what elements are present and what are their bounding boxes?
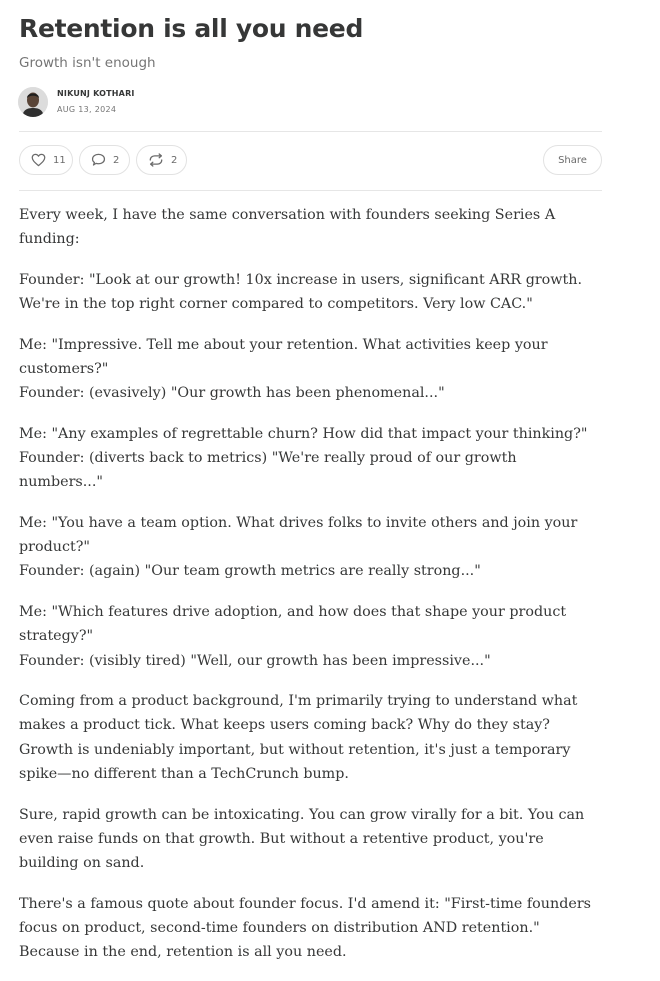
paragraph: [19, 333, 602, 406]
divider-bottom: [19, 190, 602, 191]
paragraph: [19, 422, 602, 495]
dialogue-line: Founder: (evasively) "Our growth has been phenomenal...": [19, 385, 445, 402]
restack-icon: [148, 153, 171, 167]
like-button[interactable]: [19, 145, 73, 175]
byline-meta: [57, 88, 135, 116]
dialogue-line: Me: "Impressive. Tell me about your retention. What activities keep your customers?": [19, 336, 548, 378]
restack-count: 2: [171, 154, 178, 166]
share-button[interactable]: [543, 145, 602, 175]
paragraph: Sure, rapid growth can be intoxicating. You can grow virally for a bit. You can even raise funds on that growth. But without a retentive product, you're building on sand.: [19, 806, 585, 871]
post-body: [19, 203, 602, 981]
heart-icon: [31, 153, 53, 167]
post-actions-bar: [19, 145, 602, 177]
comment-button[interactable]: [79, 145, 130, 175]
comment-count: 2: [113, 154, 120, 166]
paragraph: Founder: "Look at our growth! 10x increase in users, significant ARR growth. We're in the top right corner compared to competitors. Very low CAC.": [19, 271, 583, 313]
avatar[interactable]: [18, 87, 48, 117]
dialogue-line: Me: "Any examples of regrettable churn? How did that impact your thinking?": [19, 425, 588, 442]
dialogue-line: Founder: (visibly tired) "Well, our growth has been impressive...": [19, 652, 491, 669]
restack-button[interactable]: [136, 145, 187, 175]
paragraph: Coming from a product background, I'm primarily trying to understand what makes a product tick. What keeps users coming back? Why do they stay? Growth is undeniably important, but without retention, it's just a temporary spike—no different than a TechCrunch bump.: [19, 693, 578, 782]
paragraph: There's a famous quote about founder focus. I'd amend it: "First-time founders focus on product, second-time founders on distribution AND retention." Because in the end, retention is all you need.: [19, 895, 591, 961]
share-label: Share: [558, 154, 587, 166]
like-count: 11: [53, 154, 66, 166]
byline: [18, 86, 135, 118]
post-date: AUG 13, 2024: [57, 105, 117, 114]
divider-top: [19, 131, 602, 132]
paragraph: Every week, I have the same conversation with founders seeking Series A funding:: [19, 207, 556, 248]
dialogue-line: Founder: (again) "Our team growth metrics are really strong...": [19, 563, 481, 580]
author-name[interactable]: NIKUNJ KOTHARI: [57, 89, 135, 98]
paragraph: [19, 600, 602, 673]
comment-bubble-icon: [91, 153, 113, 167]
paragraph: [19, 511, 602, 584]
post-subtitle: Growth isn't enough: [19, 55, 156, 71]
dialogue-line: Me: "Which features drive adoption, and how does that shape your product strategy?": [19, 604, 567, 645]
post-title: Retention is all you need: [19, 14, 364, 43]
dialogue-line: Me: "You have a team option. What drives folks to invite others and join your product?": [19, 515, 578, 556]
dialogue-line: Founder: (diverts back to metrics) "We're really proud of our growth numbers...": [19, 450, 517, 491]
